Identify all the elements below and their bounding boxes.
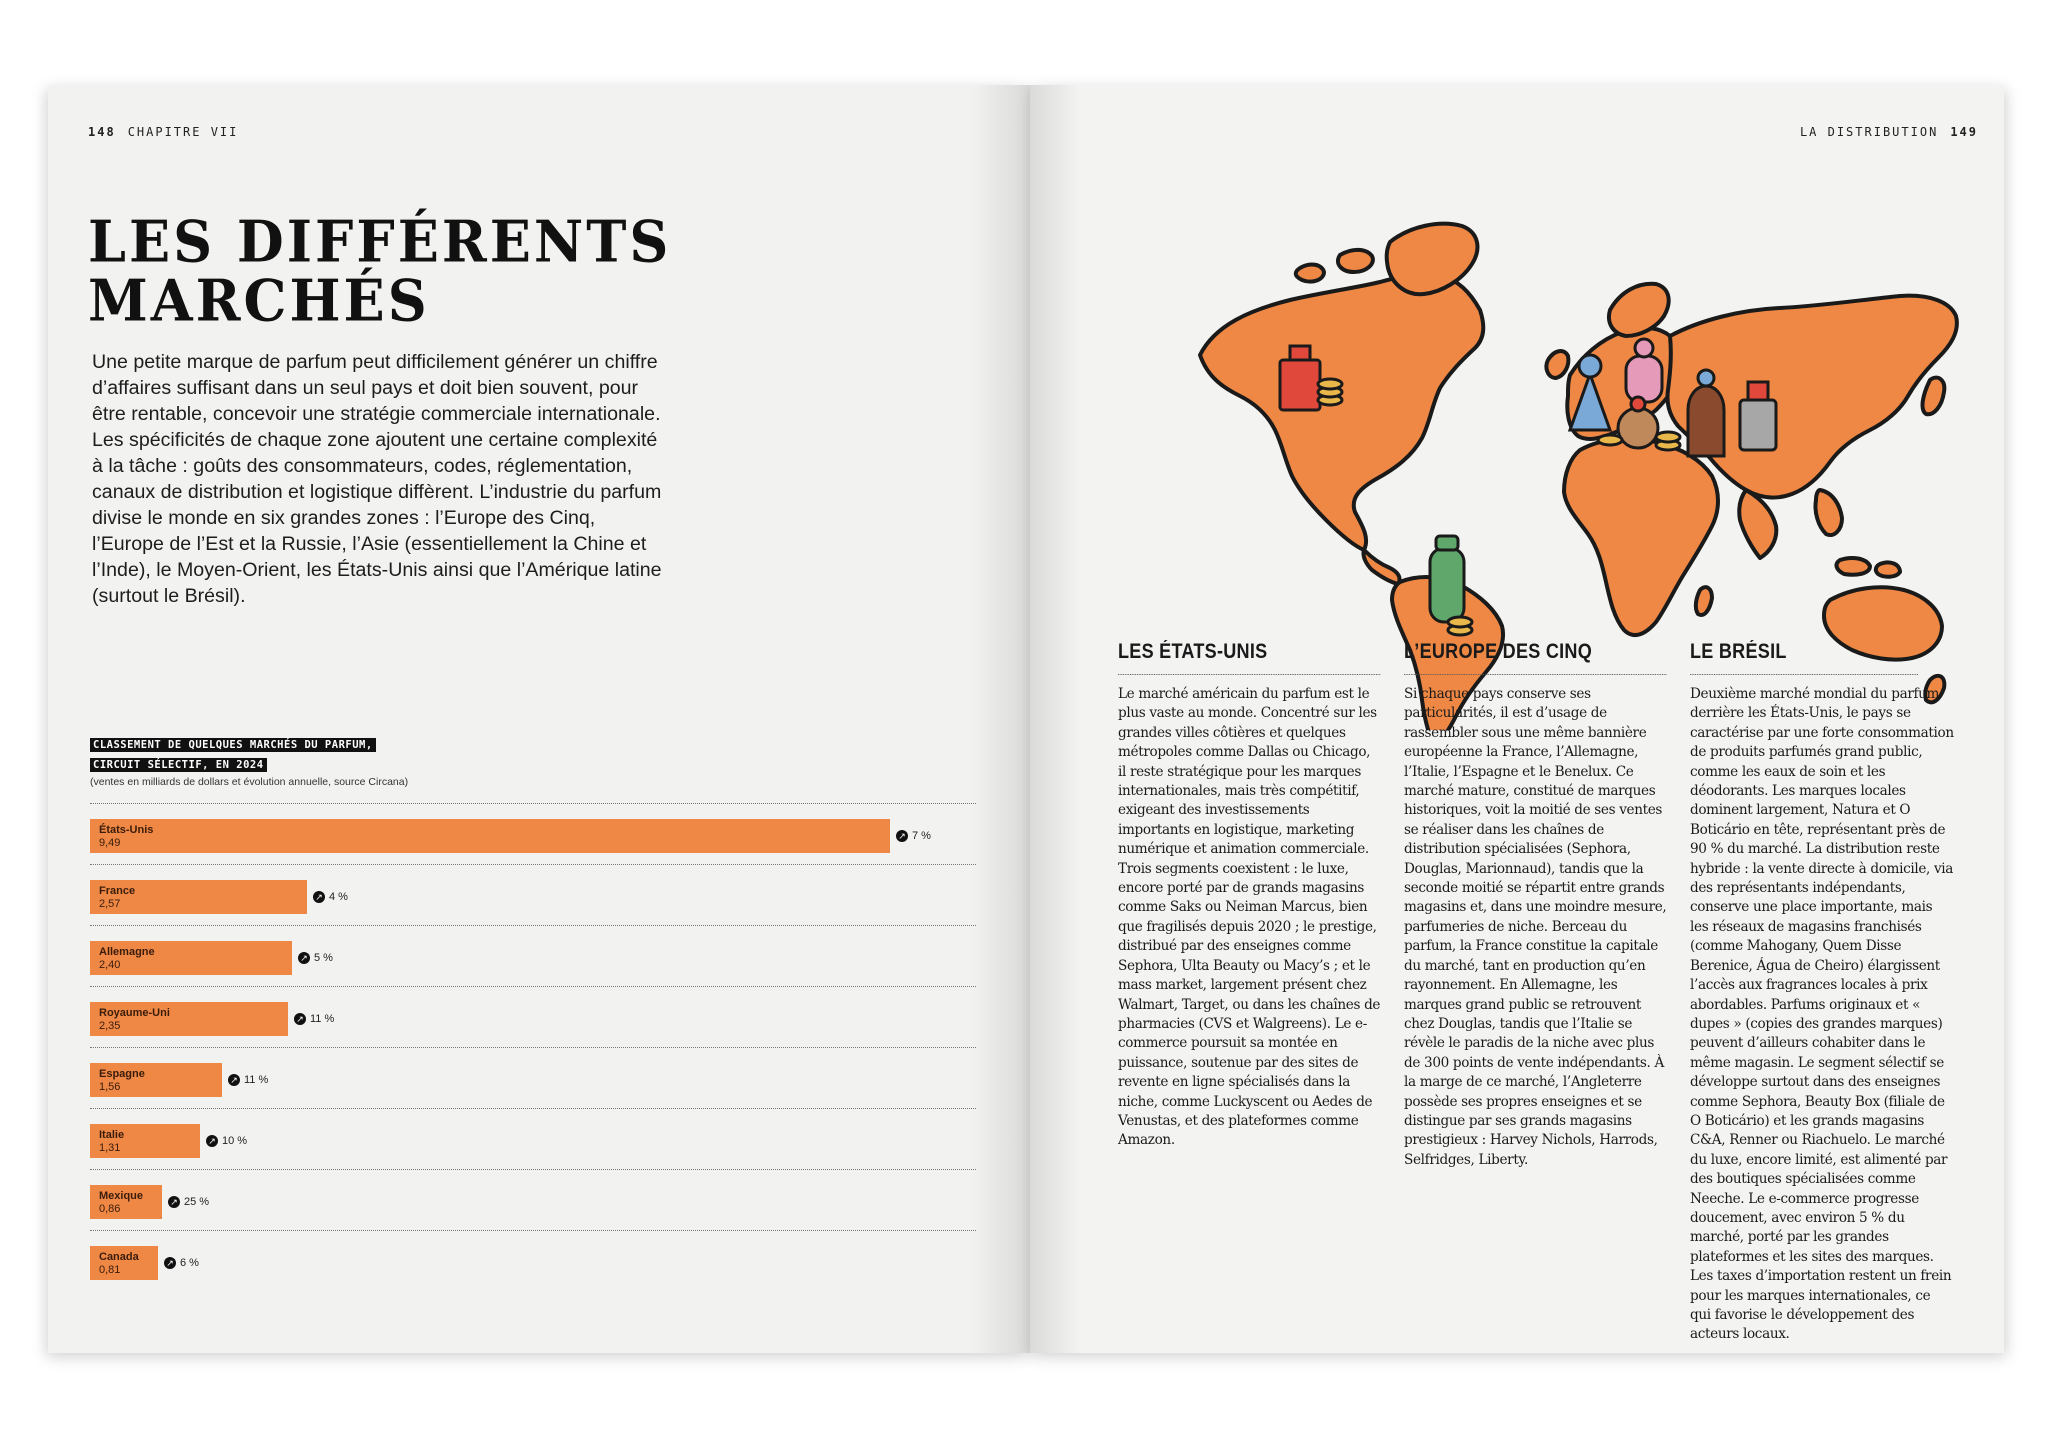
growth-arrow-icon: ↗ [164, 1257, 176, 1269]
bar-value-label: 2,35 [99, 1020, 121, 1032]
bar-value-label: 1,56 [99, 1081, 121, 1093]
growth-arrow-icon: ↗ [896, 830, 908, 842]
chart-heading-line-2: CIRCUIT SÉLECTIF, EN 2024 [90, 758, 267, 772]
chart-bar [90, 819, 890, 853]
bar-growth-label [294, 1013, 334, 1025]
chart-bar [90, 880, 307, 914]
growth-value: 10 % [222, 1135, 248, 1147]
chart-row [90, 925, 976, 986]
bar-category-label: États-Unis [99, 824, 154, 836]
north-america-shape [1200, 274, 1483, 550]
chart-bar [90, 1124, 200, 1158]
page-number-right: 149 [1950, 125, 1978, 139]
gutter-shadow-left [970, 85, 1030, 1353]
bar-value-label: 9,49 [99, 837, 121, 849]
growth-value: 4 % [329, 891, 348, 903]
column-heading-usa: LES ÉTATS-UNIS [1118, 640, 1380, 675]
growth-arrow-icon: ↗ [298, 952, 310, 964]
growth-value: 5 % [314, 952, 333, 964]
growth-value: 7 % [912, 830, 931, 842]
growth-arrow-icon: ↗ [228, 1074, 240, 1086]
intro-paragraph: Une petite marque de parfum peut difficilement générer un chiffre d’affaires suffisant dans un seul pays et doit bien souvent, pour être rentable, concevoir une stratégie commerciale internationale. Les spécificités de chaque zone ajoutent une certaine complexité à la tâche : goûts des consommateurs, codes, réglementation, canaux de distribution et logistique diffèrent. L’industrie du parfum divise le monde en six grandes zones : l’Europe des Cinq, l’Europe de l’Est et la Russie, l’Asie (essentiellement la Chine et l’Inde), le Moyen-Orient, les États-Unis ainsi que l’Amérique latine (surtout le Brésil). [92, 351, 662, 607]
section-label: LA DISTRIBUTION [1799, 125, 1939, 139]
bar-growth-label [206, 1135, 247, 1147]
growth-value: 11 % [310, 1013, 335, 1025]
chart-header [90, 735, 408, 788]
chart-row [90, 864, 976, 925]
bar-category-label: Espagne [99, 1068, 145, 1080]
bar-value-label: 2,40 [99, 959, 121, 971]
column-heading-europe: L’EUROPE DES CINQ [1404, 640, 1666, 675]
page-title [88, 208, 672, 334]
bar-category-label: Italie [99, 1129, 125, 1141]
bar-growth-label [228, 1074, 268, 1086]
chart-row [90, 803, 976, 864]
bar-chart [90, 803, 976, 1283]
growth-value: 11 % [244, 1074, 269, 1086]
growth-arrow-icon: ↗ [294, 1013, 306, 1025]
column-brazil [1690, 640, 1954, 1345]
bar-category-label: Allemagne [99, 946, 155, 958]
chart-row [90, 1169, 976, 1230]
title-line-2: MARCHÉS [88, 266, 430, 334]
right-page [1030, 85, 2004, 1353]
chart-subtitle: (ventes en milliards de dollars et évolution annuelle, source Circana) [90, 776, 409, 788]
chart-bar [90, 1185, 162, 1219]
right-folio [1800, 125, 1990, 139]
bar-value-label: 0,81 [99, 1264, 121, 1276]
chart-bar [90, 941, 292, 975]
left-page [48, 85, 1030, 1353]
chapter-label: CHAPITRE VII [127, 125, 239, 139]
chart-row [90, 1047, 976, 1108]
bar-value-label: 2,57 [99, 898, 121, 910]
chart-bar [90, 1002, 288, 1036]
bar-growth-label [896, 830, 931, 842]
column-usa [1118, 640, 1382, 1151]
gutter-shadow-right [1030, 85, 1080, 1353]
bar-value-label: 0,86 [99, 1203, 121, 1215]
bar-growth-label [168, 1196, 209, 1208]
bar-value-label: 1,31 [99, 1142, 121, 1154]
growth-arrow-icon: ↗ [206, 1135, 218, 1147]
chart-row [90, 1230, 976, 1291]
column-europe [1404, 640, 1668, 1170]
chart-row [90, 1108, 976, 1169]
page-number-left: 148 [88, 125, 116, 139]
bar-category-label: France [99, 885, 136, 897]
chart-heading-line-1: CLASSEMENT DE QUELQUES MARCHÉS DU PARFUM, [90, 738, 376, 752]
column-heading-brazil: LE BRÉSIL [1690, 640, 1918, 675]
bar-category-label: Royaume-Uni [99, 1007, 170, 1019]
chart-row [90, 986, 976, 1047]
column-text-usa: Le marché américain du parfum est le plus vaste au monde. Concentré sur les grandes villes côtières et quelques métropoles comme Dallas ou Chicago, il reste stratégique pour les marques internationales, mais très compétitif, exigeant des investissements importants en logistique, marketing numérique et animation commerciale. Trois segments coexistent : le luxe, encore porté par de grands magasins comme Saks ou Neiman Marcus, bien que fragilisés depuis 2020 ; le prestige, distribué par des enseignes comme Sephora, Ulta Beauty ou Macy’s ; et le mass market, largement présent chez Walmart, Target, ou dans les chaînes de pharmacies (CVS et Walgreens). Le e-commerce poursuit sa montée en puissance, soutenue par des sites de revente en ligne spécialisés dans la niche, comme Luckyscent ou Aedes de Venustas, et des plateformes comme Amazon. [1118, 686, 1381, 1149]
growth-arrow-icon: ↗ [313, 891, 325, 903]
bar-growth-label [313, 891, 348, 903]
bar-category-label: Mexique [99, 1190, 144, 1202]
left-folio [76, 125, 238, 139]
chart-bar [90, 1246, 158, 1280]
greenland-shape [1387, 224, 1478, 295]
chart-bar [90, 1063, 222, 1097]
bar-category-label: Canada [99, 1251, 139, 1263]
bar-growth-label [298, 952, 333, 964]
column-text-brazil: Deuxième marché mondial du parfum derrière les États-Unis, le pays se caractérise par une forte consommation de produits parfumés grand public, comme les eaux de soin et les déodorants. Les marques locales dominent largement, Natura et O Boticário en tête, représentant près de 90 % du marché. La distribution reste hybride : la vente directe à domicile, via des représentants indépendants, conserve une place importante, mais les réseaux de magasins franchisés (comme Mahogany, Quem Disse Berenice, Água de Cheiro) élargissent l’accès aux fragrances locales à prix abordables. Parfums originaux et « dupes » (copies des grandes marques) peuvent d’ailleurs cohabiter dans le même magasin. Le segment sélectif se développe surtout dans des enseignes comme Sephora, Beauty Box (filiale de O Boticário) et les grands magasins C&A, Renner ou Riachuelo. Le marché du luxe, encore limité, est alimenté par des boutiques spécialisées comme Neeche. Le e-commerce progresse doucement, avec environ 5 % du marché, porté par les grandes plateformes et les sites des marques. Les taxes d’importation restent un frein pour les marques internationales, ce qui favorise le développement des acteurs locaux. [1690, 686, 1954, 1343]
bar-growth-label [164, 1257, 199, 1269]
column-text-europe: Si chaque pays conserve ses particularités, il est d’usage de rassembler sous une même bannière européenne la France, l’Allemagne, l’Italie, l’Espagne et le Benelux. Ce marché mature, constitué de marques historiques, voit la moitié de ses ventes se réaliser dans les chaînes de distribution spécialisées (Sephora, Douglas, Marionnaud), tandis que la seconde moitié se répartit entre grands magasins et, dans une moindre mesure, parfumeries de niche. Berceau du parfum, la France constitue la capitale du marché, tant en production qu’en rayonnement. En Allemagne, les marques grand public se retrouvent chez Douglas, tandis que l’Italie se révèle le paradis de la niche avec plus de 300 points de vente indépendants. À la marge de ce marché, l’Angleterre possède ses propres enseignes et se distingue par ses grands magasins prestigieux : Harvey Nichols, Harrods, Selfridges, Liberty. [1404, 686, 1667, 1168]
growth-value: 25 % [184, 1196, 210, 1208]
growth-value: 6 % [180, 1257, 199, 1269]
title-line-1: LES DIFFÉRENTS [88, 208, 672, 276]
growth-arrow-icon: ↗ [168, 1196, 180, 1208]
brazil-perfume-bottle-icon [1430, 536, 1472, 635]
